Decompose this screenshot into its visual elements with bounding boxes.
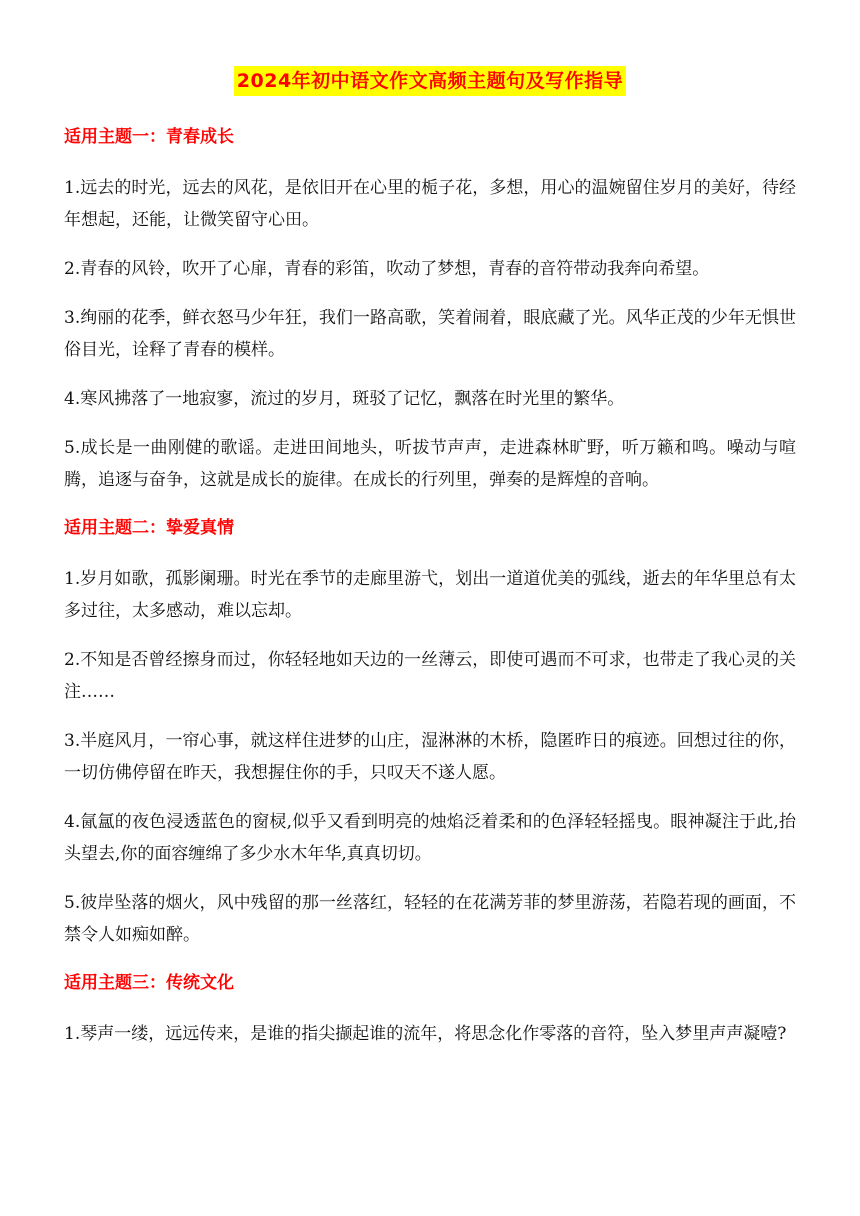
sentence-item: 1.远去的时光，远去的风花，是依旧开在心里的栀子花，多想，用心的温婉留住岁月的美好，待经年想起，还能，让微笑留守心田。 [64,178,796,230]
sentence-item: 2.不知是否曾经擦身而过，你轻轻地如天边的一丝薄云，即使可遇而不可求，也带走了我心灵的关注…… [64,650,796,702]
section-heading: 适用主题三：传统文化 [64,973,234,993]
sentence-item: 3.半庭风月，一帘心事，就这样住进梦的山庄，湿淋淋的木桥，隐匿昨日的痕迹。回想过往的你，一切仿佛停留在昨天，我想握住你的手，只叹天不遂人愿。 [64,731,796,783]
section-heading: 适用主题一：青春成长 [64,127,234,147]
section-traditional-culture [64,968,796,1050]
document-title: 2024年初中语文作文高频主题句及写作指导 [234,66,626,96]
sentence-item: 1.岁月如歌，孤影阑珊。时光在季节的走廊里游弋，划出一道道优美的弧线，逝去的年华里总有太多过往，太多感动，难以忘却。 [64,569,796,621]
sentence-item: 4.氤氲的夜色浸透蓝色的窗棂,似乎又看到明亮的烛焰泛着柔和的色泽轻轻摇曳。眼神凝注于此,抬头望去,你的面容缠绵了多少水木年华,真真切切。 [64,812,796,864]
sentence-item: 1.琴声一缕，远远传来，是谁的指尖撷起谁的流年，将思念化作零落的音符，坠入梦里声声凝噎? [64,1024,787,1044]
sentence-item: 5.成长是一曲刚健的歌谣。走进田间地头，听拔节声声，走进森林旷野，听万籁和鸣。噪动与喧腾，追逐与奋争，这就是成长的旋律。在成长的行列里，弹奏的是辉煌的音响。 [64,438,796,490]
sentence-item: 2.青春的风铃，吹开了心扉，青春的彩笛，吹动了梦想，青春的音符带动我奔向希望。 [64,259,710,279]
section-heading: 适用主题二：挚爱真情 [64,518,234,538]
section-true-love [64,513,796,951]
section-youth-growth [64,122,796,496]
sentence-item: 4.寒风拂落了一地寂寥，流过的岁月，斑驳了记忆，飘落在时光里的繁华。 [64,389,625,409]
sentence-item: 5.彼岸坠落的烟火，风中残留的那一丝落红，轻轻的在花满芳菲的梦里游荡，若隐若现的画面，不禁令人如痴如醉。 [64,893,796,945]
title-container [64,66,796,96]
sentence-item: 3.绚丽的花季，鲜衣怒马少年狂，我们一路高歌，笑着闹着，眼底藏了光。风华正茂的少年无惧世俗目光，诠释了青春的模样。 [64,308,796,360]
